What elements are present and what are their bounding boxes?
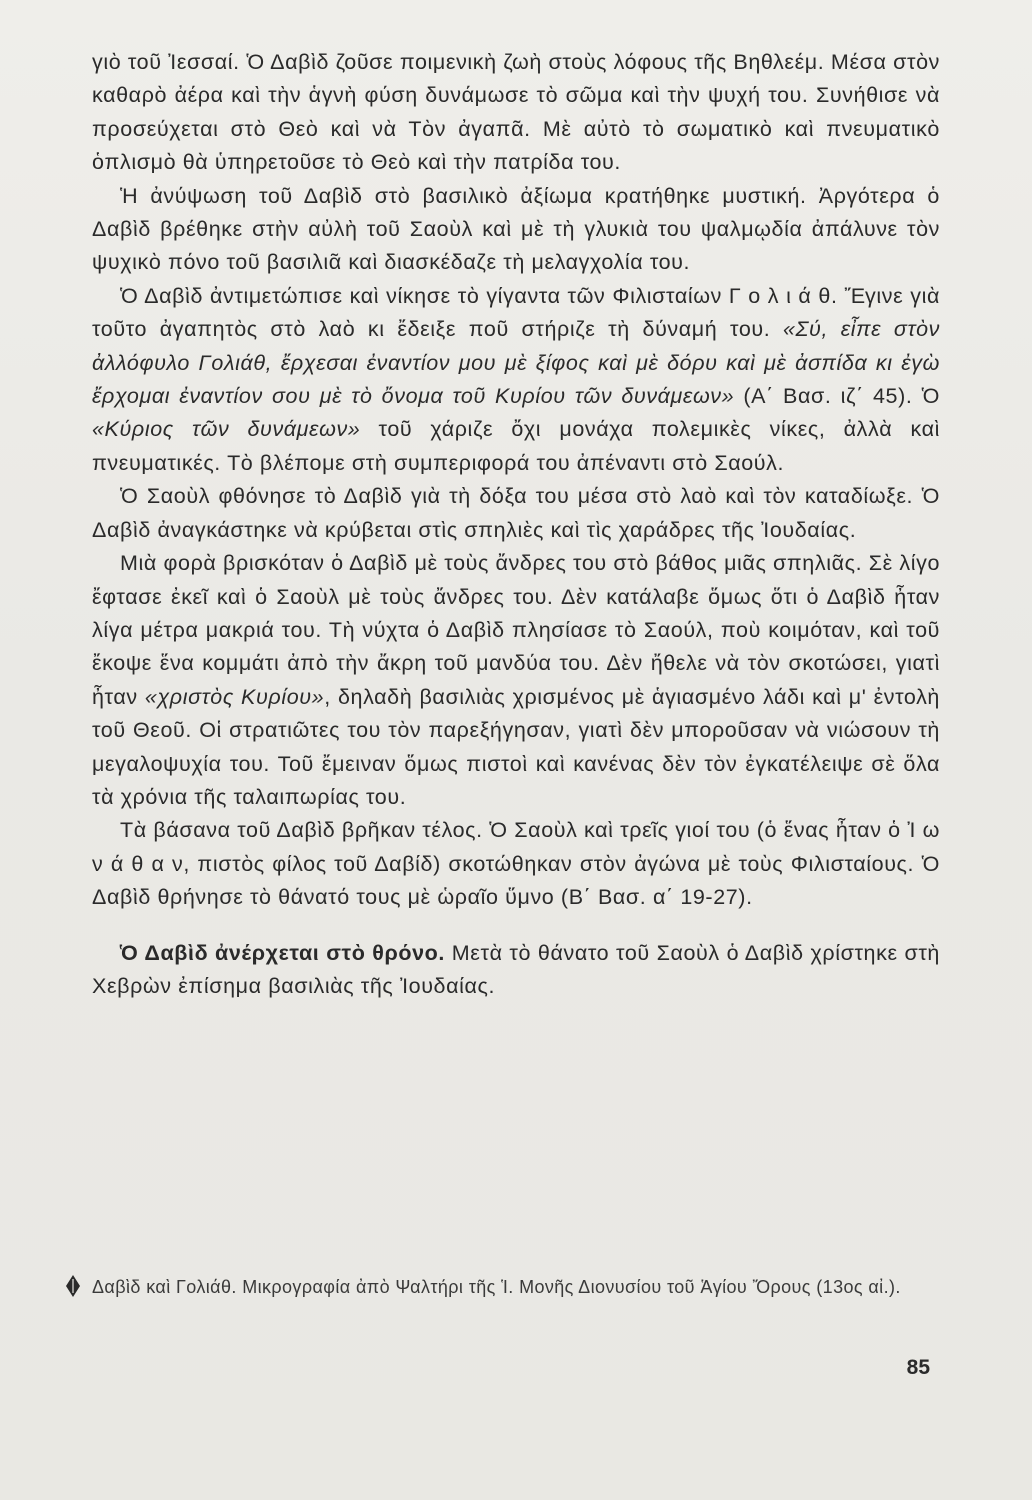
paragraph-text: , πιστὸς φίλος τοῦ Δαβίδ) σκοτώθηκαν στὸν ἀγώνα μὲ τοὺς Φιλισταίους. Ὁ Δαβὶδ θρήνησε τὸ θάνατό τους μὲ ὡραῖο ὕμνο (Β΄ Βασ. α΄ 19-27). <box>92 851 940 910</box>
paragraph-text: Ὁ Δαβὶδ ἀντιμετώπισε καὶ νίκησε τὸ γίγαντα τῶν Φιλισταίων <box>120 283 729 308</box>
paragraph-1 <box>92 46 940 180</box>
page-number: 85 <box>906 1356 930 1379</box>
spaced-name-goliath: Γ ο λ ι ά θ <box>728 283 831 308</box>
paragraph-text: Μετὰ τὸ θάνατο τοῦ Σαοὺλ ὁ Δαβὶδ χρίστηκε στὴ Χεβρὼν ἐπίσημα βασιλιὰς τῆς Ἰουδαίας. <box>92 940 940 998</box>
scripture-reference: (Α΄ Βασ. ιζ΄ 45). Ὁ <box>734 384 940 409</box>
section-heading: Ὁ Δαβὶδ ἀνέρχεται στὸ θρόνο. <box>120 940 445 965</box>
italic-phrase: «Κύριος τῶν δυνάμεων» <box>92 417 361 442</box>
italic-phrase: «χριστὸς Κυρίου» <box>144 684 325 709</box>
paragraph-7 <box>92 937 940 1004</box>
paragraph-3 <box>92 280 940 480</box>
paragraph-text: . Ἔγινε γιὰ τοῦτο ἀγαπητὸς στὸ λαὸ κι ἔδειξε ποῦ στήριζε τὴ δύναμή του. <box>92 283 940 342</box>
figure-caption <box>92 1272 940 1302</box>
paragraph-6 <box>92 814 940 914</box>
paragraph-5 <box>92 547 940 814</box>
caption-text: Δαβὶδ καὶ Γολιάθ. Μικρογραφία ἀπὸ Ψαλτήρι τῆς Ἱ. Μονῆς Διονυσίου τοῦ Ἁγίου Ὄρους (13ος αἰ.). <box>92 1277 901 1297</box>
paragraph-text: Ἡ ἀνύψωση τοῦ Δαβὶδ στὸ βασιλικὸ ἀξίωμα κρατήθηκε μυστική. Ἀργότερα ὁ Δαβὶδ βρέθηκε στὴν αὐλὴ τοῦ Σαοὺλ καὶ μὲ τὴ γλυκιὰ του ψαλμῳδία ἀπάλυνε τὸν ψυχικὸ πόνο τοῦ βασιλιᾶ καὶ διασκέδαζε τὴ μελαγχολία του. <box>92 183 940 275</box>
spaced-name-jonathan: Ἰ ω ν ά θ α ν <box>92 818 940 876</box>
paragraph-2 <box>92 180 940 280</box>
paragraph-text: , δηλαδὴ βασιλιὰς χρισμένος μὲ ἁγιασμένο λάδι καὶ μ' ἐντολὴ τοῦ Θεοῦ. Οἱ στρατιῶτες του τὸν παρεξήγησαν, γιατὶ δὲν μποροῦσαν νὰ νιώσουν τὴ μεγαλοψυχία του. Τοῦ ἔμειναν ὅμως πιστοὶ καὶ κανένας δὲν τὸν ἐγκατέλειψε σὲ ὅλα τὰ χρόνια τῆς ταλαιπωρίας του. <box>92 684 940 809</box>
diamond-arrow-icon <box>64 1274 82 1298</box>
paragraph-4 <box>92 480 940 547</box>
paragraph-text: τοῦ χάριζε ὄχι μονάχα πολεμικὲς νίκες, ἀλλὰ καὶ πνευματικές. Τὸ βλέπομε στὴ συμπεριφορά του ἀπέναντι στὸ Σαούλ. <box>92 417 940 475</box>
paragraph-text: Μιὰ φορὰ βρισκόταν ὁ Δαβὶδ μὲ τοὺς ἄνδρες του στὸ βάθος μιᾶς σπηλιᾶς. Σὲ λίγο ἔφτασε ἐκεῖ καὶ ὁ Σαοὺλ μὲ τοὺς ἄνδρες του. Δὲν κατάλαβε ὅμως ὅτι ὁ Δαβὶδ ἦταν λίγα μέτρα μακριά του. Τὴ νύχτα ὁ Δαβὶδ πλησίασε τὸ Σαούλ, ποὺ κοιμόταν, καὶ τοῦ ἔκοψε ἕνα κομμάτι ἀπὸ τὴν ἄκρη τοῦ μανδύα του. Δὲν ἤθελε νὰ τὸν σκοτώσει, γιατὶ ἦταν <box>92 551 940 709</box>
body-text <box>92 46 940 1003</box>
scripture-quote: «Σύ, εἶπε στὸν ἀλλόφυλο Γολιάθ, ἔρχεσαι ἐναντίον μου μὲ ξίφος καὶ μὲ δόρυ καὶ μὲ ἀσπίδα κι ἐγὼ ἔρχομαι ἐναντίον σου μὲ τὸ ὄνομα τοῦ Κυρίου τῶν δυνάμεων» <box>92 317 941 409</box>
paragraph-text: Ὁ Σαοὺλ φθόνησε τὸ Δαβὶδ γιὰ τὴ δόξα του μέσα στὸ λαὸ καὶ τὸν καταδίωξε. Ὁ Δαβὶδ ἀναγκάστηκε νὰ κρύβεται στὶς σπηλιὲς καὶ τὶς χαράδρες τῆς Ἰουδαίας. <box>92 484 940 542</box>
paragraph-text: γιὸ τοῦ Ἰεσσαί. Ὁ Δαβὶδ ζοῦσε ποιμενικὴ ζωὴ στοὺς λόφους τῆς Βηθλεέμ. Μέσα στὸν καθαρὸ ἀέρα καὶ τὴν ἁγνὴ φύση δυνάμωσε τὸ σῶμα καὶ τὴν ψυχή του. Συνήθισε νὰ προσεύχεται στὸ Θεὸ καὶ νὰ Τὸν ἀγαπᾶ. Μὲ αὐτὸ τὸ σωματικὸ καὶ πνευματικὸ ὁπλισμὸ θὰ ὑπηρετοῦσε τὸ Θεὸ καὶ τὴν πατρίδα του. <box>92 50 940 175</box>
paragraph-text: Τὰ βάσανα τοῦ Δαβὶδ βρῆκαν τέλος. Ὁ Σαοὺλ καὶ τρεῖς γιοί του (ὁ ἕνας ἦταν ὁ <box>120 818 908 843</box>
